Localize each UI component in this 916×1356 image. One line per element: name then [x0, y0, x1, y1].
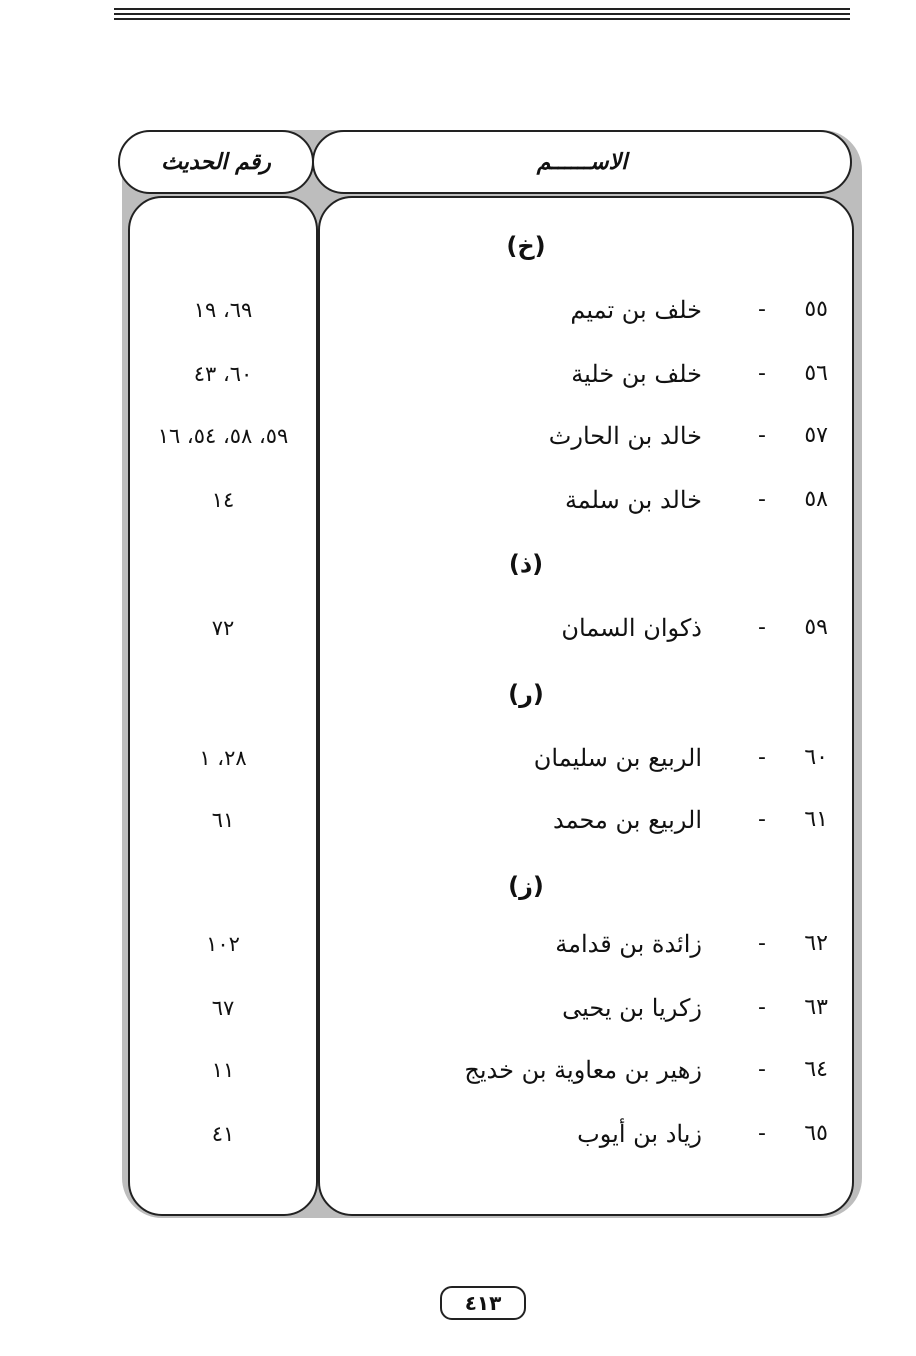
narrator-name: زياد بن أيوب: [577, 1120, 702, 1148]
top-rule-3: [114, 18, 850, 20]
top-rule-2: [114, 13, 850, 15]
table-row: [0, 606, 916, 650]
section-letter: (ز): [508, 872, 544, 900]
hadith-refs: ٦٠، ٤٣: [193, 362, 253, 386]
narrator-name: الربيع بن محمد: [553, 806, 702, 834]
table-row: [0, 986, 916, 1030]
narrator-name: خلف بن تميم: [570, 296, 702, 324]
hadith-number-column-header: رقم الحديث: [118, 130, 314, 194]
narrator-name: خالد بن الحارث: [548, 422, 702, 450]
narrator-name: زهير بن معاوية بن خديج: [464, 1056, 702, 1084]
section-letter: (خ): [506, 232, 546, 260]
entry-dash: -: [758, 995, 766, 1020]
section-heading: [0, 672, 916, 716]
section-heading: [0, 542, 916, 586]
hadith-refs: ٧٢: [211, 616, 235, 640]
entry-dash: -: [758, 1057, 766, 1082]
entry-number: ٥٩: [804, 615, 828, 640]
table-row: [0, 288, 916, 332]
hadith-refs: ١٤: [211, 488, 235, 512]
entry-dash: -: [758, 615, 766, 640]
table-row: [0, 478, 916, 522]
table-row: [0, 352, 916, 396]
entry-dash: -: [758, 361, 766, 386]
entry-number: ٥٨: [804, 487, 828, 512]
narrator-name: ذكوان السمان: [561, 614, 702, 642]
section-letter: (ذ): [508, 550, 544, 578]
name-column-header: الاســــــم: [312, 130, 852, 194]
hadith-refs: ٤١: [211, 1122, 235, 1146]
table-row: [0, 798, 916, 842]
narrator-name: زكريا بن يحيى: [562, 994, 702, 1022]
table-row: [0, 1048, 916, 1092]
entry-number: ٦١: [804, 807, 828, 832]
entry-dash: -: [758, 423, 766, 448]
entry-number: ٦٠: [804, 745, 828, 770]
hadith-refs: ١١: [211, 1058, 235, 1082]
page-number: ٤١٣: [440, 1286, 526, 1320]
entry-dash: -: [758, 487, 766, 512]
entry-dash: -: [758, 931, 766, 956]
narrator-name: خلف بن خلية: [571, 360, 702, 388]
section-heading: [0, 224, 916, 268]
table-row: [0, 1112, 916, 1156]
hadith-refs: ٦٧: [211, 996, 235, 1020]
hadith-refs: ١٠٢: [206, 932, 240, 956]
entry-number: ٦٥: [804, 1121, 828, 1146]
narrator-name: زائدة بن قدامة: [555, 930, 702, 958]
entry-dash: -: [758, 807, 766, 832]
table-row: [0, 736, 916, 780]
entry-number: ٥٧: [804, 423, 828, 448]
top-rule-1: [114, 8, 850, 10]
hadith-refs: ٦١: [211, 808, 235, 832]
entry-dash: -: [758, 1121, 766, 1146]
hadith-refs: ٦٩، ١٩: [193, 298, 253, 322]
entry-dash: -: [758, 297, 766, 322]
table-row: [0, 922, 916, 966]
table-row: [0, 414, 916, 458]
entry-number: ٦٣: [804, 995, 828, 1020]
section-letter: (ر): [508, 680, 544, 708]
narrator-name: الربيع بن سليمان: [533, 744, 702, 772]
entry-number: ٦٤: [804, 1057, 828, 1082]
entry-number: ٥٦: [804, 361, 828, 386]
hadith-refs: ٥٩، ٥٨، ٥٤، ١٦: [157, 424, 289, 448]
entry-dash: -: [758, 745, 766, 770]
narrator-name: خالد بن سلمة: [564, 486, 702, 514]
hadith-refs: ٢٨، ١: [199, 746, 247, 770]
entry-number: ٦٢: [804, 931, 828, 956]
section-heading: [0, 864, 916, 908]
entry-number: ٥٥: [804, 297, 828, 322]
